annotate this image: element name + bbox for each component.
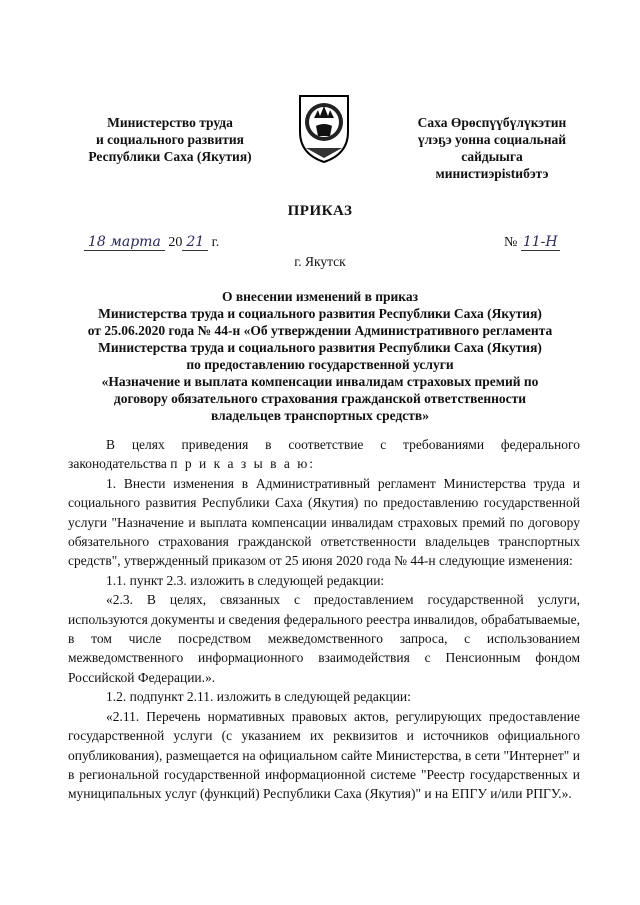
document-title: ПРИКАЗ <box>287 203 353 219</box>
ministry-name-line: министиэрistибэтэ <box>435 166 549 181</box>
subject-line: Министерства труда и социального развития Республики Саха (Якутия) <box>98 306 542 321</box>
order-date <box>84 234 219 251</box>
year-suffix: г. <box>211 235 220 250</box>
ministry-name-line: Министерство труда <box>107 115 233 130</box>
order-number <box>504 234 560 251</box>
year-prefix: 20 <box>168 235 183 250</box>
subject-line: «Назначение и выплата компенсации инвалидам страховых премий по <box>101 374 539 389</box>
subject-line: О внесении изменений в приказ <box>221 289 419 304</box>
body-paragraph: «2.3. В целях, связанных с предоставлением государственной услуги, используются документы и сведения федерального реестра инвалидов, обрабатываемые, в том числе посредством межведомственного запроса, с использованием межведомственного информационного взаимодействия с Пенсионным фондом Российской Федерации.». <box>68 592 580 685</box>
ministry-name-line: сайдыыга <box>461 149 523 164</box>
subject-line: владельцев транспортных средств» <box>211 408 429 423</box>
subject-line: Министерства труда и социального развития Республики Саха (Якутия) <box>98 340 542 355</box>
order-subject <box>60 288 580 424</box>
body-paragraph: «2.11. Перечень нормативных правовых актов, регулирующих предоставление государственной услуги (с указанием их реквизитов и источников официального опубликования), размещается на официальном сайте Министерства, в сети "Интернет" и в региональной государственной информационной системе "Реестр государственных и муниципальных услуг (функций) Республики Саха (Якутия)" и на ЕПГУ и/или РПГУ.». <box>68 708 580 802</box>
order-body <box>68 435 580 804</box>
subject-line: по предоставлению государственной услуги <box>186 357 454 372</box>
ministry-name-yakut <box>382 114 602 182</box>
order-phrase: п р и к а з ы в а ю: <box>170 456 316 472</box>
subject-line: от 25.06.2020 года № 44-н «Об утверждении Административного регламента <box>87 323 553 338</box>
ministry-name-line: Республики Саха (Якутия) <box>88 149 252 164</box>
ministry-name-russian <box>60 114 280 165</box>
ministry-name-line: и социального развития <box>96 132 244 147</box>
body-paragraph: 1. Внести изменения в Административный регламент Министерства труда и социального развития Республики Саха (Якутия) по предоставлению государственной услуги "Назначение и выплата компенсации инвалидам страховых премий по договору обязательного страхования гражданской ответственности владельцев транспортных средств", утвержденный приказом от 25 июня 2020 года № 44-н следующие изменения: <box>68 475 580 569</box>
body-paragraph: 1.2. подпункт 2.11. изложить в следующей редакции: <box>106 689 411 705</box>
subject-line: договору обязательного страхования гражданской ответственности <box>113 391 527 406</box>
handwritten-date: 18 марта <box>84 234 165 251</box>
ministry-name-line: үлэҕэ уонна социальнай <box>417 132 567 147</box>
ministry-name-line: Саха Өрөспүүбүлүкэтин <box>417 115 567 130</box>
city: г. Якутск <box>294 254 346 269</box>
body-paragraph: В целях приведения в соответствие с требованиями федерального законодательства п р и к а з ы в а ю: <box>68 437 580 472</box>
handwritten-number: 11-Н <box>522 234 558 250</box>
number-label: № <box>504 235 518 250</box>
handwritten-year: 21 <box>182 234 208 251</box>
body-paragraph: 1.1. пункт 2.3. изложить в следующей редакции: <box>106 572 385 588</box>
coat-of-arms-emblem <box>296 92 352 164</box>
